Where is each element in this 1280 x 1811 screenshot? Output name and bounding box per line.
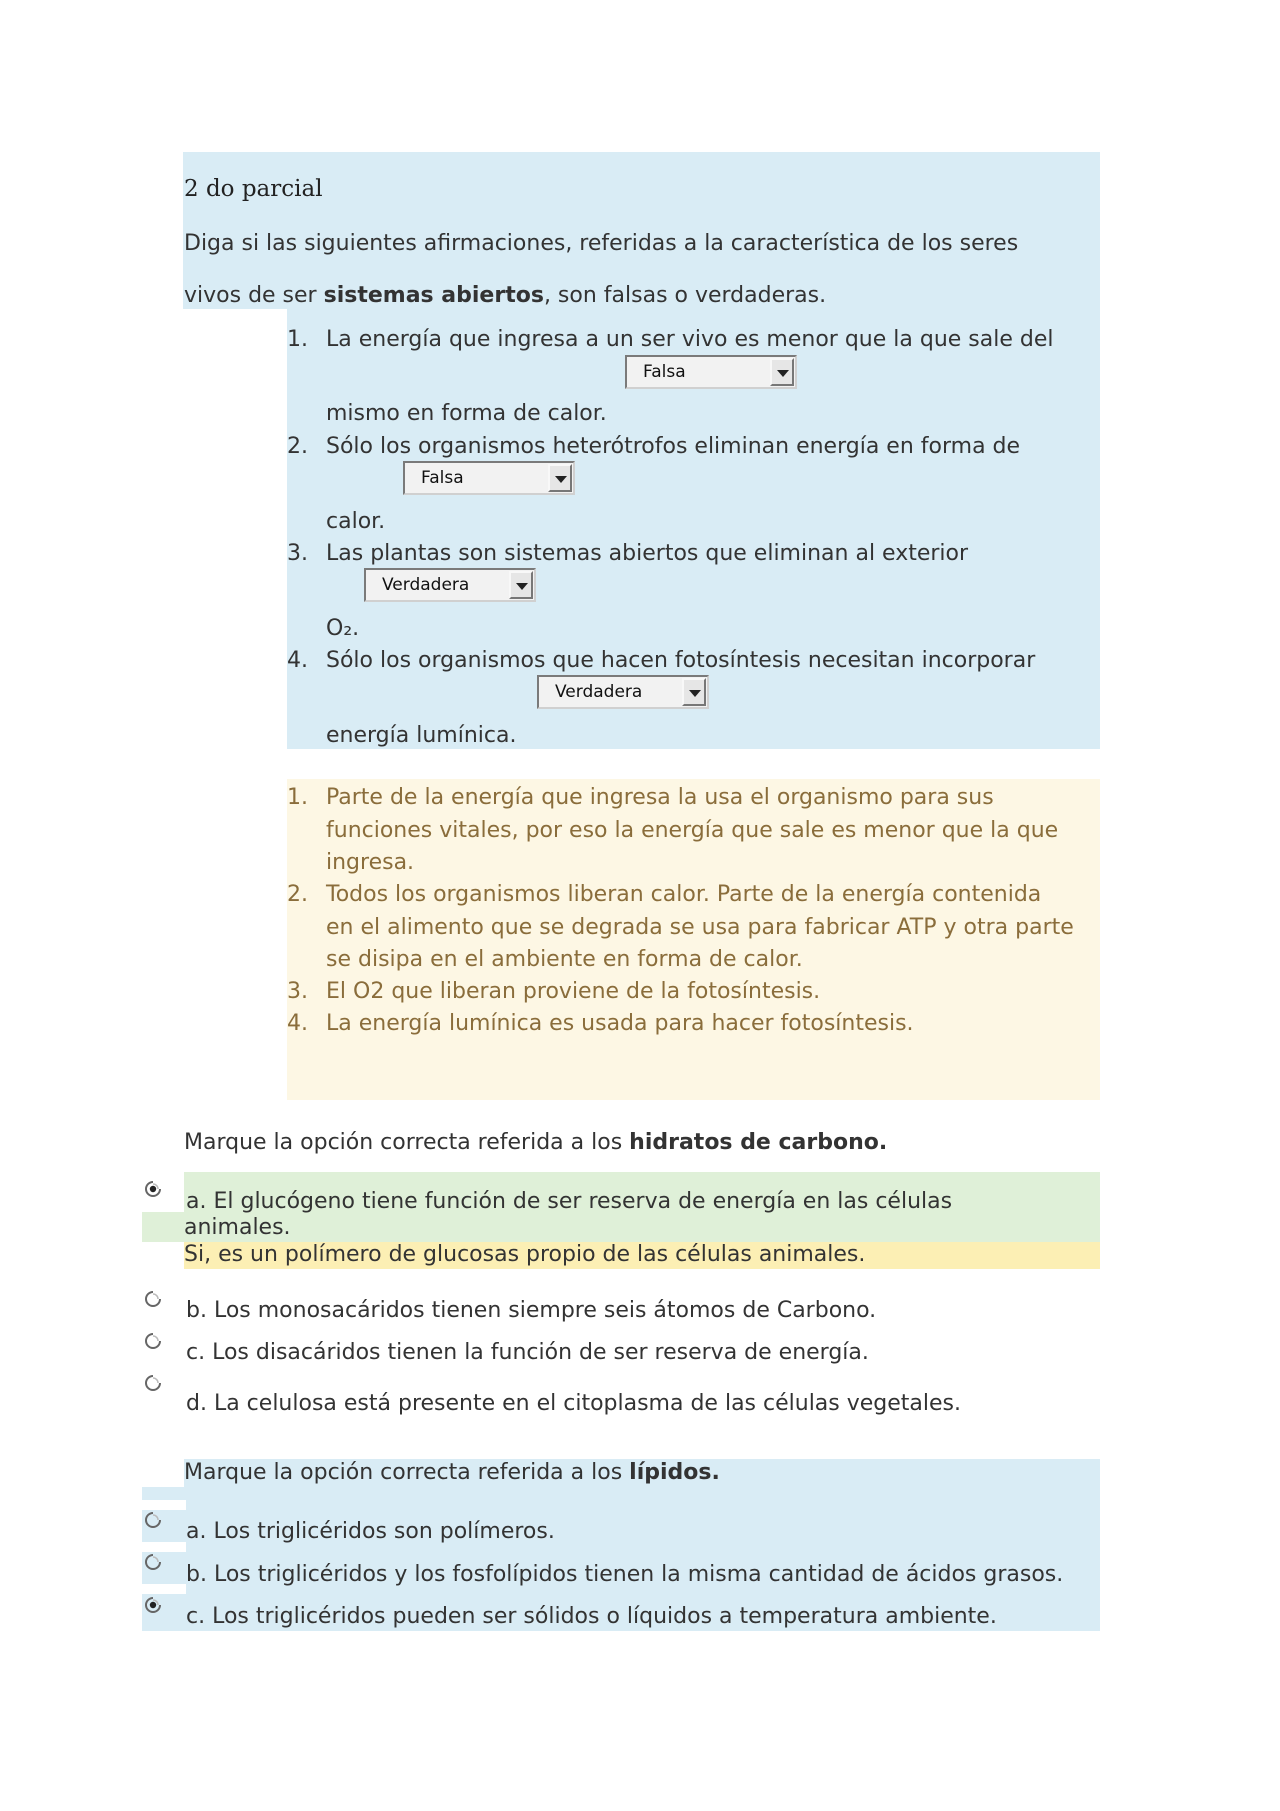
feedback-number: 4.: [287, 1011, 308, 1036]
prompt-bold: hidratos de carbono.: [629, 1130, 888, 1155]
feedback-2-line2: en el alimento que se degrada se usa para fabricar ATP y otra parte: [326, 915, 1074, 940]
option-d-radio[interactable]: [144, 1374, 162, 1392]
option-a-line1[interactable]: a. El glucógeno tiene función de ser reserva de energía en las células: [186, 1189, 953, 1214]
select-value: Verdadera: [555, 682, 643, 702]
option-b-radio[interactable]: [144, 1553, 162, 1571]
item-1-line1: La energía que ingresa a un ser vivo es menor que la que sale del: [326, 327, 1054, 352]
option-c-text[interactable]: c. Los disacáridos tienen la función de ser reserva de energía.: [186, 1340, 869, 1365]
option-b-text[interactable]: b. Los monosacáridos tienen siempre seis átomos de Carbono.: [186, 1298, 877, 1323]
item-3-line1: Las plantas son sistemas abiertos que eliminan al exterior: [326, 541, 969, 566]
question-2-prompt: [184, 1129, 887, 1157]
chevron-down-icon[interactable]: [509, 571, 533, 599]
radio-gap: [142, 1584, 186, 1594]
question-1-intro-line2: [184, 282, 826, 310]
prompt-bold: lípidos.: [629, 1460, 720, 1485]
item-number: 3.: [287, 541, 308, 566]
item-4-answer-select[interactable]: [537, 675, 709, 709]
prompt-text: Marque la opción correcta referida a los: [184, 1130, 630, 1155]
chevron-down-icon[interactable]: [548, 464, 572, 492]
item-3-answer-select[interactable]: [364, 568, 536, 602]
option-a-text[interactable]: a. Los triglicéridos son polímeros.: [186, 1519, 555, 1544]
select-value: Falsa: [421, 468, 464, 488]
item-number: 2.: [287, 434, 308, 459]
chevron-down-icon[interactable]: [770, 358, 794, 386]
option-d-text[interactable]: d. La celulosa está presente en el citoplasma de las células vegetales.: [186, 1391, 962, 1416]
select-value: Verdadera: [382, 575, 470, 595]
feedback-1-line1: Parte de la energía que ingresa la usa el organismo para sus: [326, 785, 994, 810]
radio-gap: [142, 1500, 186, 1510]
option-a-radio[interactable]: [144, 1180, 162, 1198]
option-c-radio[interactable]: [144, 1332, 162, 1350]
item-4-line1: Sólo los organismos que hacen fotosíntesis necesitan incorporar: [326, 648, 1036, 673]
intro-bold: sistemas abiertos: [323, 283, 544, 308]
feedback-2-line1: Todos los organismos liberan calor. Parte de la energía contenida: [326, 882, 1042, 907]
item-4-line2: energía lumínica.: [326, 723, 517, 748]
option-a-correct-bg-extension: [142, 1212, 184, 1242]
item-1-answer-select[interactable]: [625, 355, 797, 389]
item-2-line2: calor.: [326, 509, 386, 534]
item-2-answer-select[interactable]: [403, 461, 575, 495]
intro-text-end: , son falsas o verdaderas.: [543, 283, 827, 308]
option-a-feedback: Si, es un polímero de glucosas propio de las células animales.: [184, 1242, 866, 1267]
question-3-prompt: [184, 1459, 720, 1487]
item-number: 4.: [287, 648, 308, 673]
prompt-text: Marque la opción correcta referida a los: [184, 1460, 630, 1485]
item-3-line2: O₂.: [326, 616, 360, 641]
feedback-number: 3.: [287, 979, 308, 1004]
option-b-radio[interactable]: [144, 1290, 162, 1308]
feedback-1-line3: ingresa.: [326, 850, 415, 875]
item-number: 1.: [287, 327, 308, 352]
option-a-radio[interactable]: [144, 1511, 162, 1529]
item-1-line2: mismo en forma de calor.: [326, 401, 607, 426]
feedback-number: 1.: [287, 785, 308, 810]
feedback-1-line2: funciones vitales, por eso la energía que sale es menor que la que: [326, 818, 1059, 843]
intro-text: vivos de ser: [184, 283, 324, 308]
select-value: Falsa: [643, 362, 686, 382]
option-a-line2[interactable]: animales.: [184, 1215, 291, 1240]
radio-gap: [142, 1542, 186, 1552]
item-2-line1: Sólo los organismos heterótrofos eliminan energía en forma de: [326, 434, 1021, 459]
feedback-number: 2.: [287, 882, 308, 907]
feedback-2-line3: se disipa en el ambiente en forma de calor.: [326, 947, 803, 972]
option-b-text[interactable]: b. Los triglicéridos y los fosfolípidos tienen la misma cantidad de ácidos grasos.: [186, 1562, 1064, 1587]
question-1-intro-line1: Diga si las siguientes afirmaciones, referidas a la característica de los seres: [184, 231, 1019, 256]
chevron-down-icon[interactable]: [682, 678, 706, 706]
feedback-4-line1: La energía lumínica es usada para hacer fotosíntesis.: [326, 1011, 914, 1036]
page-title: 2 do parcial: [184, 176, 323, 202]
feedback-3-line1: El O2 que liberan proviene de la fotosíntesis.: [326, 979, 821, 1004]
option-c-radio[interactable]: [144, 1596, 162, 1614]
option-c-text[interactable]: c. Los triglicéridos pueden ser sólidos o líquidos a temperatura ambiente.: [186, 1604, 997, 1629]
